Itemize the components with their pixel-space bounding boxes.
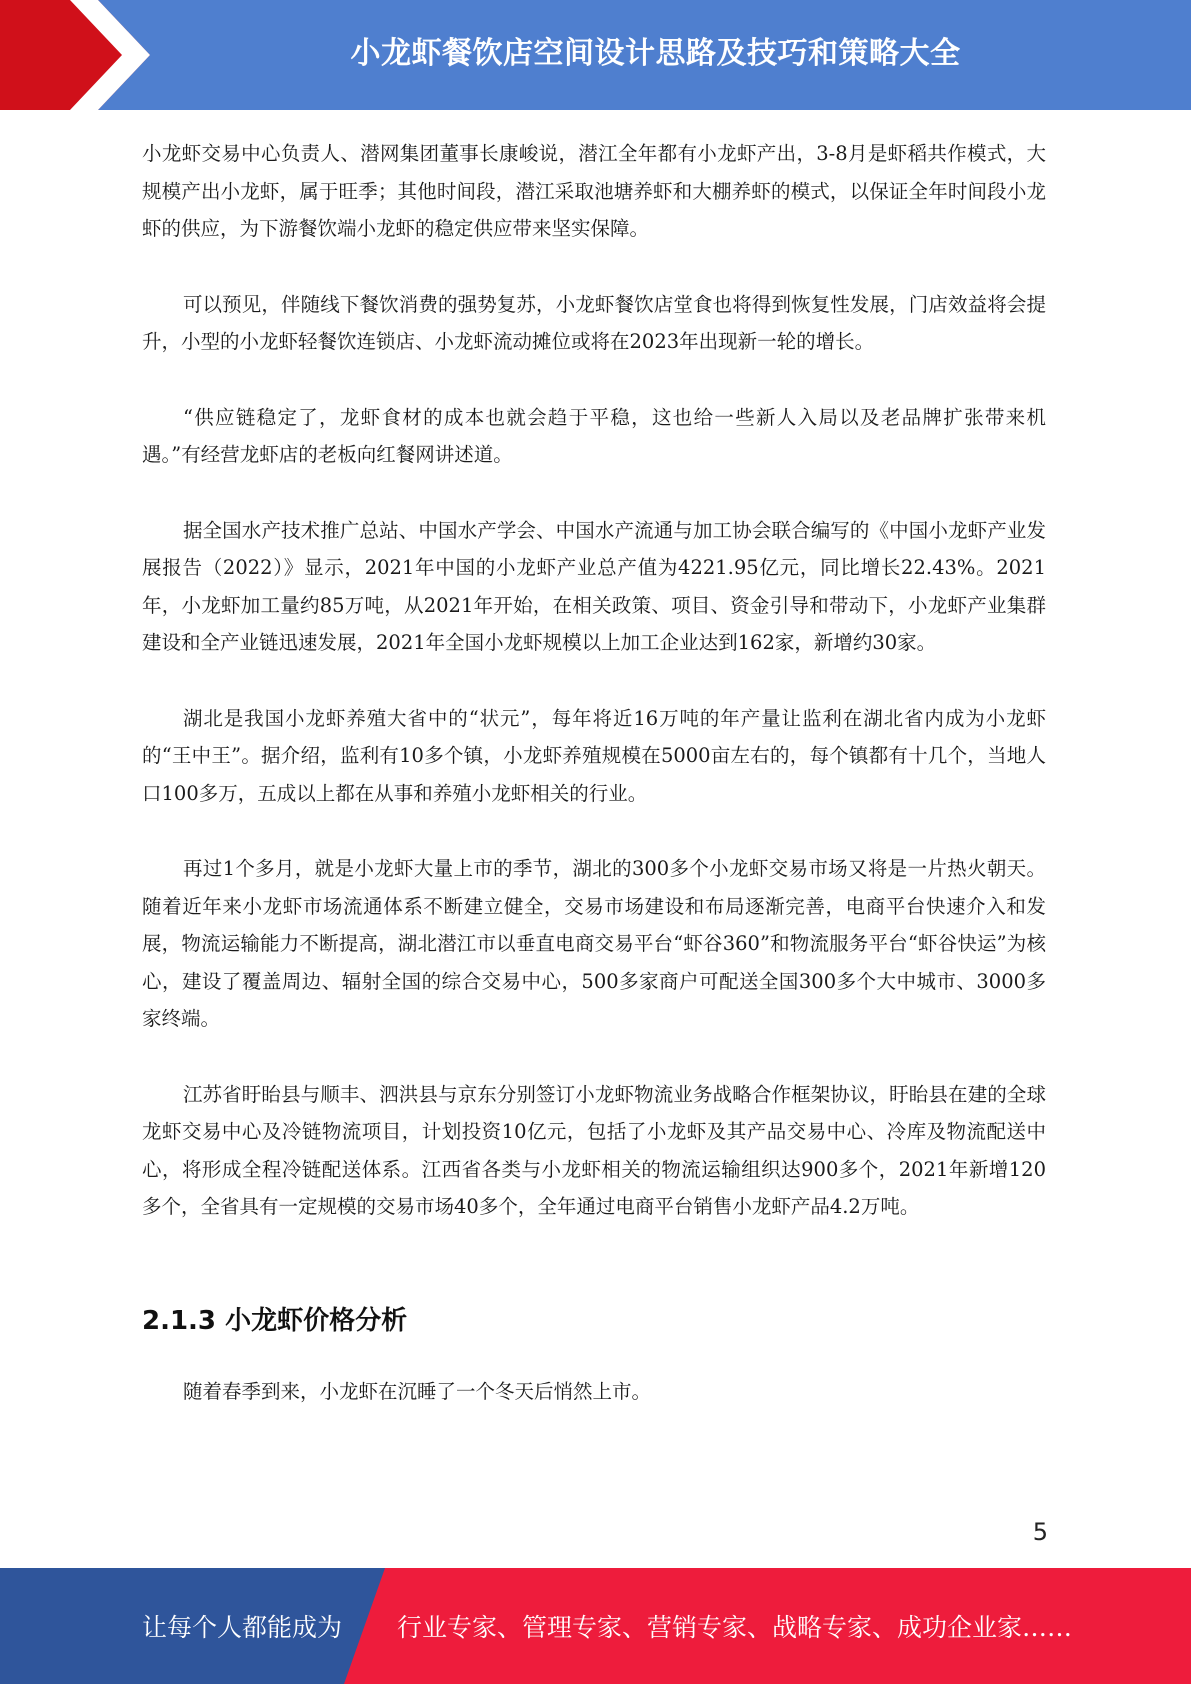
paragraph: 再过1个多月，就是小龙虾大量上市的季节，湖北的300多个小龙虾交易市场又将是一片热火朝天。随着近年来小龙虾市场流通体系不断建立健全，交易市场建设和布局逐渐完善，电商平台快速介入和发展，物流运输能力不断提高，湖北潜江市以垂直电商交易平台“虾谷360”和物流服务平台“虾谷快运”为核心，建设了覆盖周边、辐射全国的综合交易中心，500多家商户可配送全国300多个大中城市、3000多家终端。 <box>142 857 1046 1030</box>
page-footer <box>0 1568 1191 1684</box>
page-header <box>0 0 1191 110</box>
paragraph: 随着春季到来，小龙虾在沉睡了一个冬天后悄然上市。 <box>182 1379 651 1403</box>
paragraph: 据全国水产技术推广总站、中国水产学会、中国水产流通与加工协会联合编写的《中国小龙虾产业发展报告（2022）》显示，2021年中国的小龙虾产业总产值为4221.95亿元，同比增长22.43%。2021年，小龙虾加工量约85万吨，从2021年开始，在相关政策、项目、资金引导和带动下，小龙虾产业集群建设和全产业链迅速发展，2021年全国小龙虾规模以上加工企业达到162家，新增约30家。 <box>142 518 1046 654</box>
paragraph: “供应链稳定了，龙虾食材的成本也就会趋于平稳，这也给一些新人入局以及老品牌扩张带来机遇。”有经营龙虾店的老板向红餐网讲述道。 <box>142 405 1046 466</box>
section-heading: 2.1.3 小龙虾价格分析 <box>142 1305 408 1336</box>
paragraph: 江苏省盱眙县与顺丰、泗洪县与京东分别签订小龙虾物流业务战略合作框架协议，盱眙县在建的全球龙虾交易中心及冷链物流项目，计划投资10亿元，包括了小龙虾及其产品交易中心、冷库及物流配送中心，将形成全程冷链配送体系。江西省各类与小龙虾相关的物流运输组织达900多个，2021年新增120多个，全省具有一定规模的交易市场40多个，全年通过电商平台销售小龙虾产品4.2万吨。 <box>142 1082 1046 1218</box>
paragraph: 湖北是我国小龙虾养殖大省中的“状元”，每年将近16万吨的年产量让监利在湖北省内成为小龙虾的“王中王”。据介绍，监利有10多个镇，小龙虾养殖规模在5000亩左右的，每个镇都有十几个，当地人口100多万，五成以上都在从事和养殖小龙虾相关的行业。 <box>142 706 1046 805</box>
document-title: 小龙虾餐饮店空间设计思路及技巧和策略大全 <box>350 36 961 71</box>
footer-slogan-right: 行业专家、管理专家、营销专家、战略专家、成功企业家…… <box>397 1613 1073 1642</box>
page-number: 5 <box>1032 1518 1048 1546</box>
paragraph: 可以预见，伴随线下餐饮消费的强势复苏，小龙虾餐饮店堂食也将得到恢复性发展，门店效益将会提升，小型的小龙虾轻餐饮连锁店、小龙虾流动摊位或将在2023年出现新一轮的增长。 <box>142 292 1046 353</box>
footer-slogan-left: 让每个人都能成为 <box>142 1613 343 1642</box>
paragraph: 小龙虾交易中心负责人、潜网集团董事长康峻说，潜江全年都有小龙虾产出，3-8月是虾稻共作模式，大规模产出小龙虾，属于旺季；其他时间段，潜江采取池塘养虾和大棚养虾的模式，以保证全年时间段小龙虾的供应，为下游餐饮端小龙虾的稳定供应带来坚实保障。 <box>142 142 1046 240</box>
page-content <box>142 135 1046 1448</box>
